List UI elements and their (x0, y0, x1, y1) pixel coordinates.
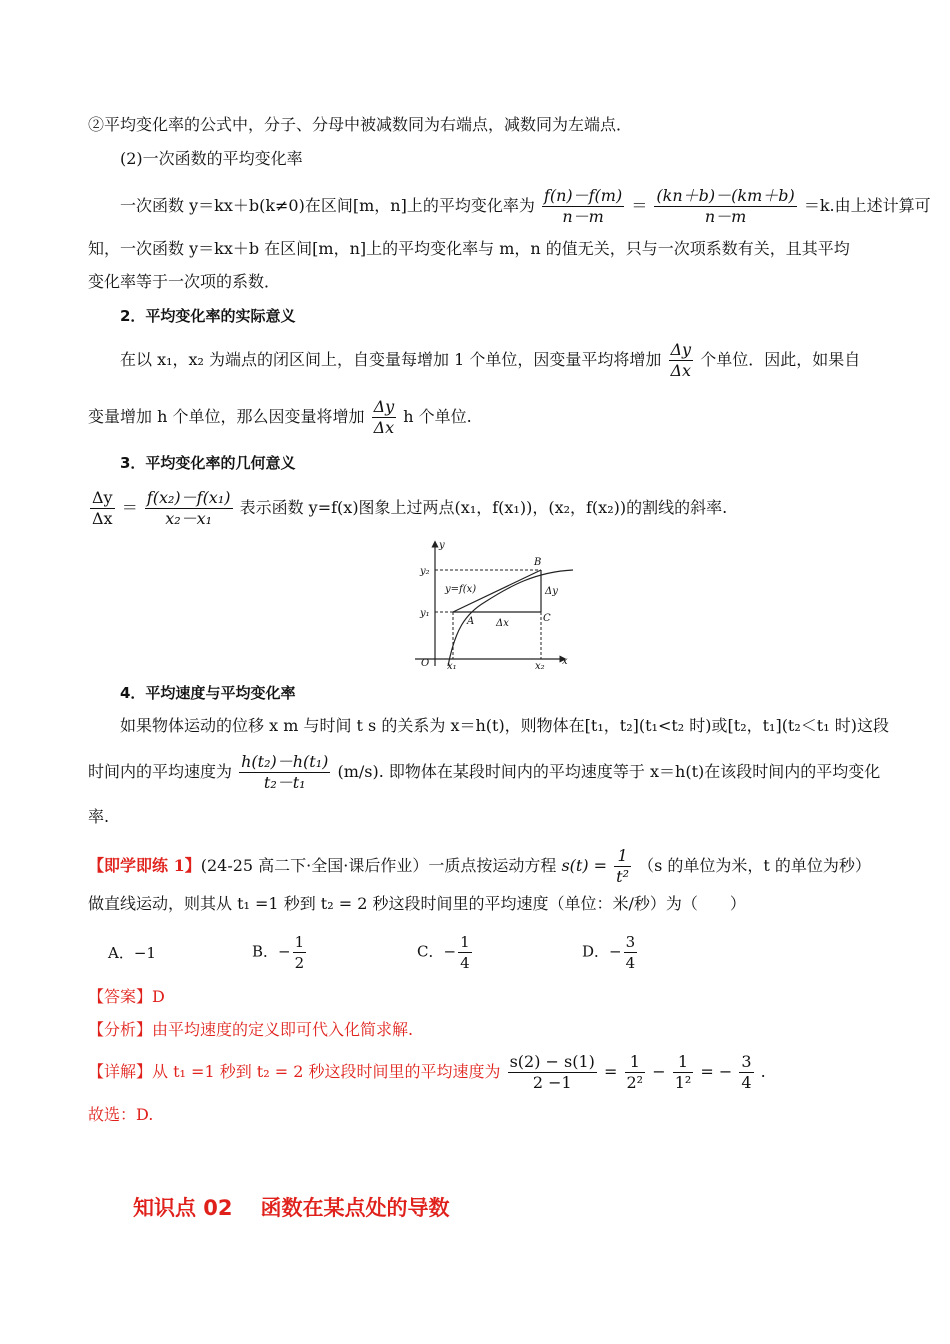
text: = − (700, 1062, 733, 1081)
origin-label: O (421, 658, 430, 669)
exercise-stem-cont: 做直线运动，则其从 t₁ =1 秒到 t₂ = 2 秒这段时间里的平均速度（单位：米/秒）为（ ） (88, 894, 746, 913)
option-c[interactable] (417, 932, 474, 973)
para-linear-cont: 知，一次函数 y＝kx＋b 在区间[m，n]上的平均变化率与 m，n 的值无关，只与一次项系数有关，且其平均 (88, 239, 850, 258)
fraction (239, 752, 330, 793)
fraction (669, 340, 694, 381)
option-d[interactable] (582, 932, 639, 973)
exercise-stem (88, 846, 871, 887)
detail-line (88, 1052, 766, 1093)
option-sign: − (443, 942, 457, 961)
detail-tag: 【详解】 (88, 1062, 153, 1081)
text: (24-25 高二下·全国·课后作业）一质点按运动方程 (200, 856, 557, 875)
denominator: Δx (373, 418, 395, 437)
choose-line: 故选：D. (88, 1105, 154, 1124)
subheading-linear: (2)一次函数的平均变化率 (120, 149, 303, 168)
text: ＝ (631, 196, 648, 215)
denominator: Δx (670, 361, 692, 380)
answer-text: D (152, 987, 165, 1006)
fraction (508, 1052, 597, 1093)
answer-tag: 【答案】 (88, 987, 153, 1006)
heading-average-velocity: 4．平均速度与平均变化率 (120, 684, 296, 702)
option-label: D． (582, 942, 610, 961)
text: 个单位．因此，如果自 (700, 350, 861, 369)
text: ＝k.由上述计算可 (803, 196, 931, 215)
numerator: s(2) − s(1) (509, 1052, 595, 1071)
option-sign: − (278, 942, 291, 961)
analysis-tag: 【分析】 (88, 1020, 153, 1039)
denominator: t² (616, 867, 630, 886)
x2-label: x₂ (535, 661, 545, 670)
para-formula-note: ②平均变化率的公式中，分子、分母中被减数同为右端点，减数同为左端点． (88, 115, 633, 134)
text: 在以 x₁，x₂ 为端点的闭区间上，自变量每增加 1 个单位，因变量平均将增加 (120, 350, 662, 369)
numerator: 1 (673, 1052, 694, 1073)
numerator: 1 (614, 846, 631, 867)
numerator: Δy (92, 488, 113, 507)
text: h 个单位. (403, 407, 472, 426)
numerator: 1 (625, 1052, 646, 1073)
point-b-label: B (534, 557, 542, 568)
fraction (654, 186, 796, 227)
para-geometric (88, 488, 727, 529)
text: 时间内的平均速度为 (88, 762, 233, 781)
numerator: Δy (373, 397, 395, 416)
numerator: (kn＋b)－(km＋b) (656, 186, 795, 205)
answer-line (88, 986, 165, 1008)
y2-label: y₂ (420, 566, 430, 577)
para-practical (120, 340, 860, 381)
numerator: 3 (625, 933, 636, 951)
section-heading (133, 1192, 450, 1222)
analysis-text: 由平均速度的定义即可代入化简求解. (152, 1020, 414, 1039)
text: . (760, 1062, 766, 1081)
option-b[interactable] (252, 932, 308, 973)
delta-x-label: Δx (496, 618, 509, 629)
denominator: 2 −1 (532, 1073, 572, 1092)
para-velocity: 如果物体运动的位移 x m 与时间 t s 的关系为 x＝h(t)，则物体在[t₁，t₂](t₁<t₂ 时)或[t₂，t₁](t₂＜t₁ 时)这段 (120, 716, 889, 735)
exercise-tag: 【即学即练 1】 (88, 856, 201, 875)
fraction (542, 186, 624, 227)
denominator: n－m (704, 207, 747, 226)
y-axis-label: y (439, 540, 445, 551)
numerator: f(n)－f(m) (543, 186, 623, 205)
delta-y-label: Δy (545, 586, 558, 597)
point-a-label: A (467, 616, 475, 627)
option-label: A． (108, 944, 134, 962)
point-c-label: C (543, 613, 551, 624)
fraction (614, 846, 631, 887)
function-label: y=f(x) (445, 584, 477, 595)
fraction (624, 932, 638, 973)
numerator: h(t₂)－h(t₁) (241, 752, 329, 771)
fraction (145, 488, 233, 529)
section-number: 知识点 02 (133, 1196, 233, 1220)
fraction (739, 1052, 753, 1093)
text: 表示函数 y=f(x)图象上过两点(x₁，f(x₁))，(x₂，f(x₂))的割线的斜率. (239, 498, 728, 517)
denominator: n－m (562, 207, 604, 226)
fraction (90, 488, 115, 529)
para-linear-end: 变化率等于一次项的系数． (88, 272, 281, 291)
fraction (625, 1052, 646, 1093)
fraction (458, 932, 472, 973)
denominator: 4 (625, 954, 636, 972)
denominator: 4 (741, 1073, 752, 1092)
numerator: 1 (294, 933, 305, 951)
analysis-line (88, 1019, 413, 1041)
text: s(t) = (561, 856, 608, 875)
text: 一次函数 y＝kx＋b(k≠0)在区间[m，n]上的平均变化率为 (120, 196, 535, 215)
section-title: 函数在某点处的导数 (260, 1196, 450, 1220)
text: = (604, 1062, 618, 1081)
text: （s 的单位为米，t 的单位为秒） (638, 856, 871, 875)
option-label: C． (417, 942, 444, 961)
denominator: Δx (92, 509, 113, 528)
fraction (372, 397, 397, 438)
para-velocity-formula (88, 752, 880, 793)
denominator: 4 (460, 954, 470, 972)
text: ＝ (121, 498, 138, 517)
numerator: Δy (670, 340, 692, 359)
option-a[interactable] (108, 942, 156, 963)
x-axis-label: x (562, 656, 568, 667)
denominator: t₂－t₁ (263, 773, 306, 792)
option-label: B． (252, 942, 279, 961)
numerator: 1 (460, 933, 470, 951)
denominator: x₂－x₁ (165, 509, 213, 528)
numerator: 3 (741, 1052, 752, 1071)
denominator: 1² (674, 1073, 692, 1092)
text: − (652, 1062, 666, 1081)
numerator: f(x₂)－f(x₁) (146, 488, 231, 507)
text: (m/s). 即物体在某段时间内的平均速度等于 x＝h(t)在该段时间内的平均变化 (337, 762, 881, 781)
para-practical-cont (88, 397, 472, 438)
para-velocity-end: 率. (88, 807, 110, 826)
para-linear-rate (120, 186, 931, 227)
option-value: −1 (133, 944, 156, 962)
text: 从 t₁ =1 秒到 t₂ = 2 秒这段时间里的平均速度为 (152, 1062, 501, 1081)
denominator: 2² (626, 1073, 644, 1092)
secant-graph (405, 538, 575, 670)
denominator: 2 (294, 954, 305, 972)
heading-geometric-meaning: 3．平均变化率的几何意义 (120, 454, 296, 472)
heading-practical-meaning: 2．平均变化率的实际意义 (120, 307, 296, 325)
option-sign: − (609, 942, 622, 961)
fraction (673, 1052, 694, 1093)
text: 变量增加 h 个单位，那么因变量将增加 (88, 407, 365, 426)
y1-label: y₁ (420, 608, 430, 619)
x1-label: x₁ (447, 661, 457, 670)
fraction (293, 932, 307, 973)
